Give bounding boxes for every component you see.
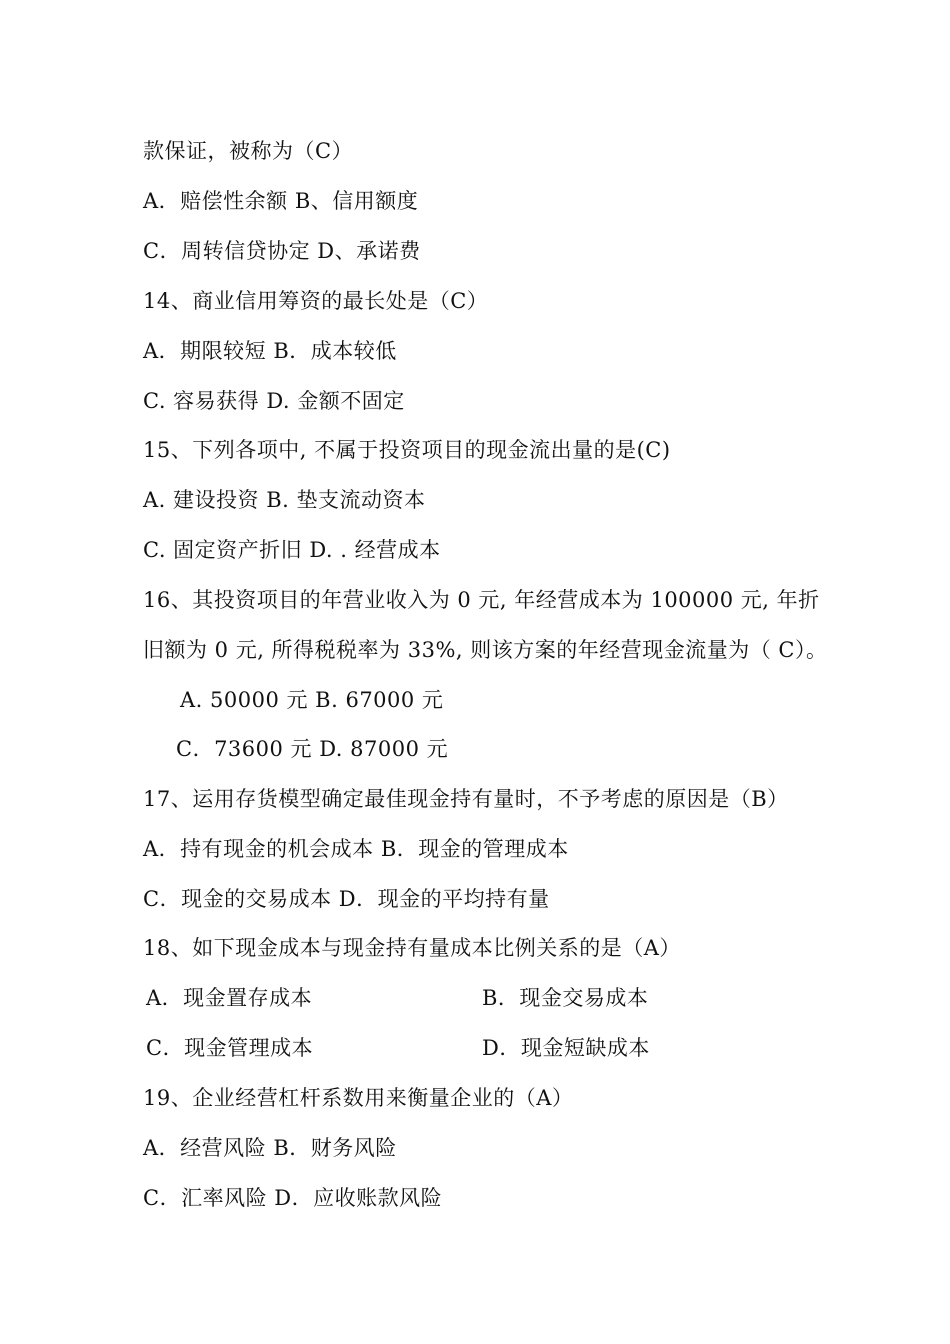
text-line: C．现金的交易成本 D．现金的平均持有量 xyxy=(143,887,550,911)
text-line: 旧额为 0 元, 所得税税率为 33%, 则该方案的年经营现金流量为（ C）。 xyxy=(143,638,828,662)
option-b: B．现金交易成本 xyxy=(482,986,649,1010)
text-line: A. 50000 元 B. 67000 元 xyxy=(180,688,444,712)
question-15: 15、下列各项中, 不属于投资项目的现金流出量的是(C) xyxy=(143,438,671,462)
question-17: 17、运用存货模型确定最佳现金持有量时，不予考虑的原因是（B） xyxy=(143,787,789,811)
question-18: 18、如下现金成本与现金持有量成本比例关系的是（A） xyxy=(143,936,681,960)
text-line: A．持有现金的机会成本 B．现金的管理成本 xyxy=(143,837,569,861)
text-line: A. 建设投资 B. 垫支流动资本 xyxy=(143,488,426,512)
text-line: C．周转信贷协定 D、承诺费 xyxy=(143,239,421,263)
text-line: C．73600 元 D. 87000 元 xyxy=(176,737,449,761)
question-19: 19、企业经营杠杆系数用来衡量企业的（A） xyxy=(143,1086,574,1110)
option-c: C．现金管理成本 xyxy=(146,1036,314,1060)
text-line: C．汇率风险 D．应收账款风险 xyxy=(143,1186,443,1210)
option-a: A．现金置存成本 xyxy=(146,986,313,1010)
text-line: C. 容易获得 D. 金额不固定 xyxy=(143,389,405,413)
text-line: A．赔偿性余额 B、信用额度 xyxy=(143,189,419,213)
text-line: A．经营风险 B．财务风险 xyxy=(143,1136,397,1160)
option-d: D．现金短缺成本 xyxy=(482,1036,650,1060)
text-line: A．期限较短 B．成本较低 xyxy=(143,339,397,363)
question-14: 14、商业信用筹资的最长处是（C） xyxy=(143,289,489,313)
text-line: C. 固定资产折旧 D. . 经营成本 xyxy=(143,538,441,562)
question-16: 16、其投资项目的年营业收入为 0 元, 年经营成本为 100000 元, 年折 xyxy=(143,588,820,612)
text-line: 款保证，被称为（C） xyxy=(143,139,354,163)
